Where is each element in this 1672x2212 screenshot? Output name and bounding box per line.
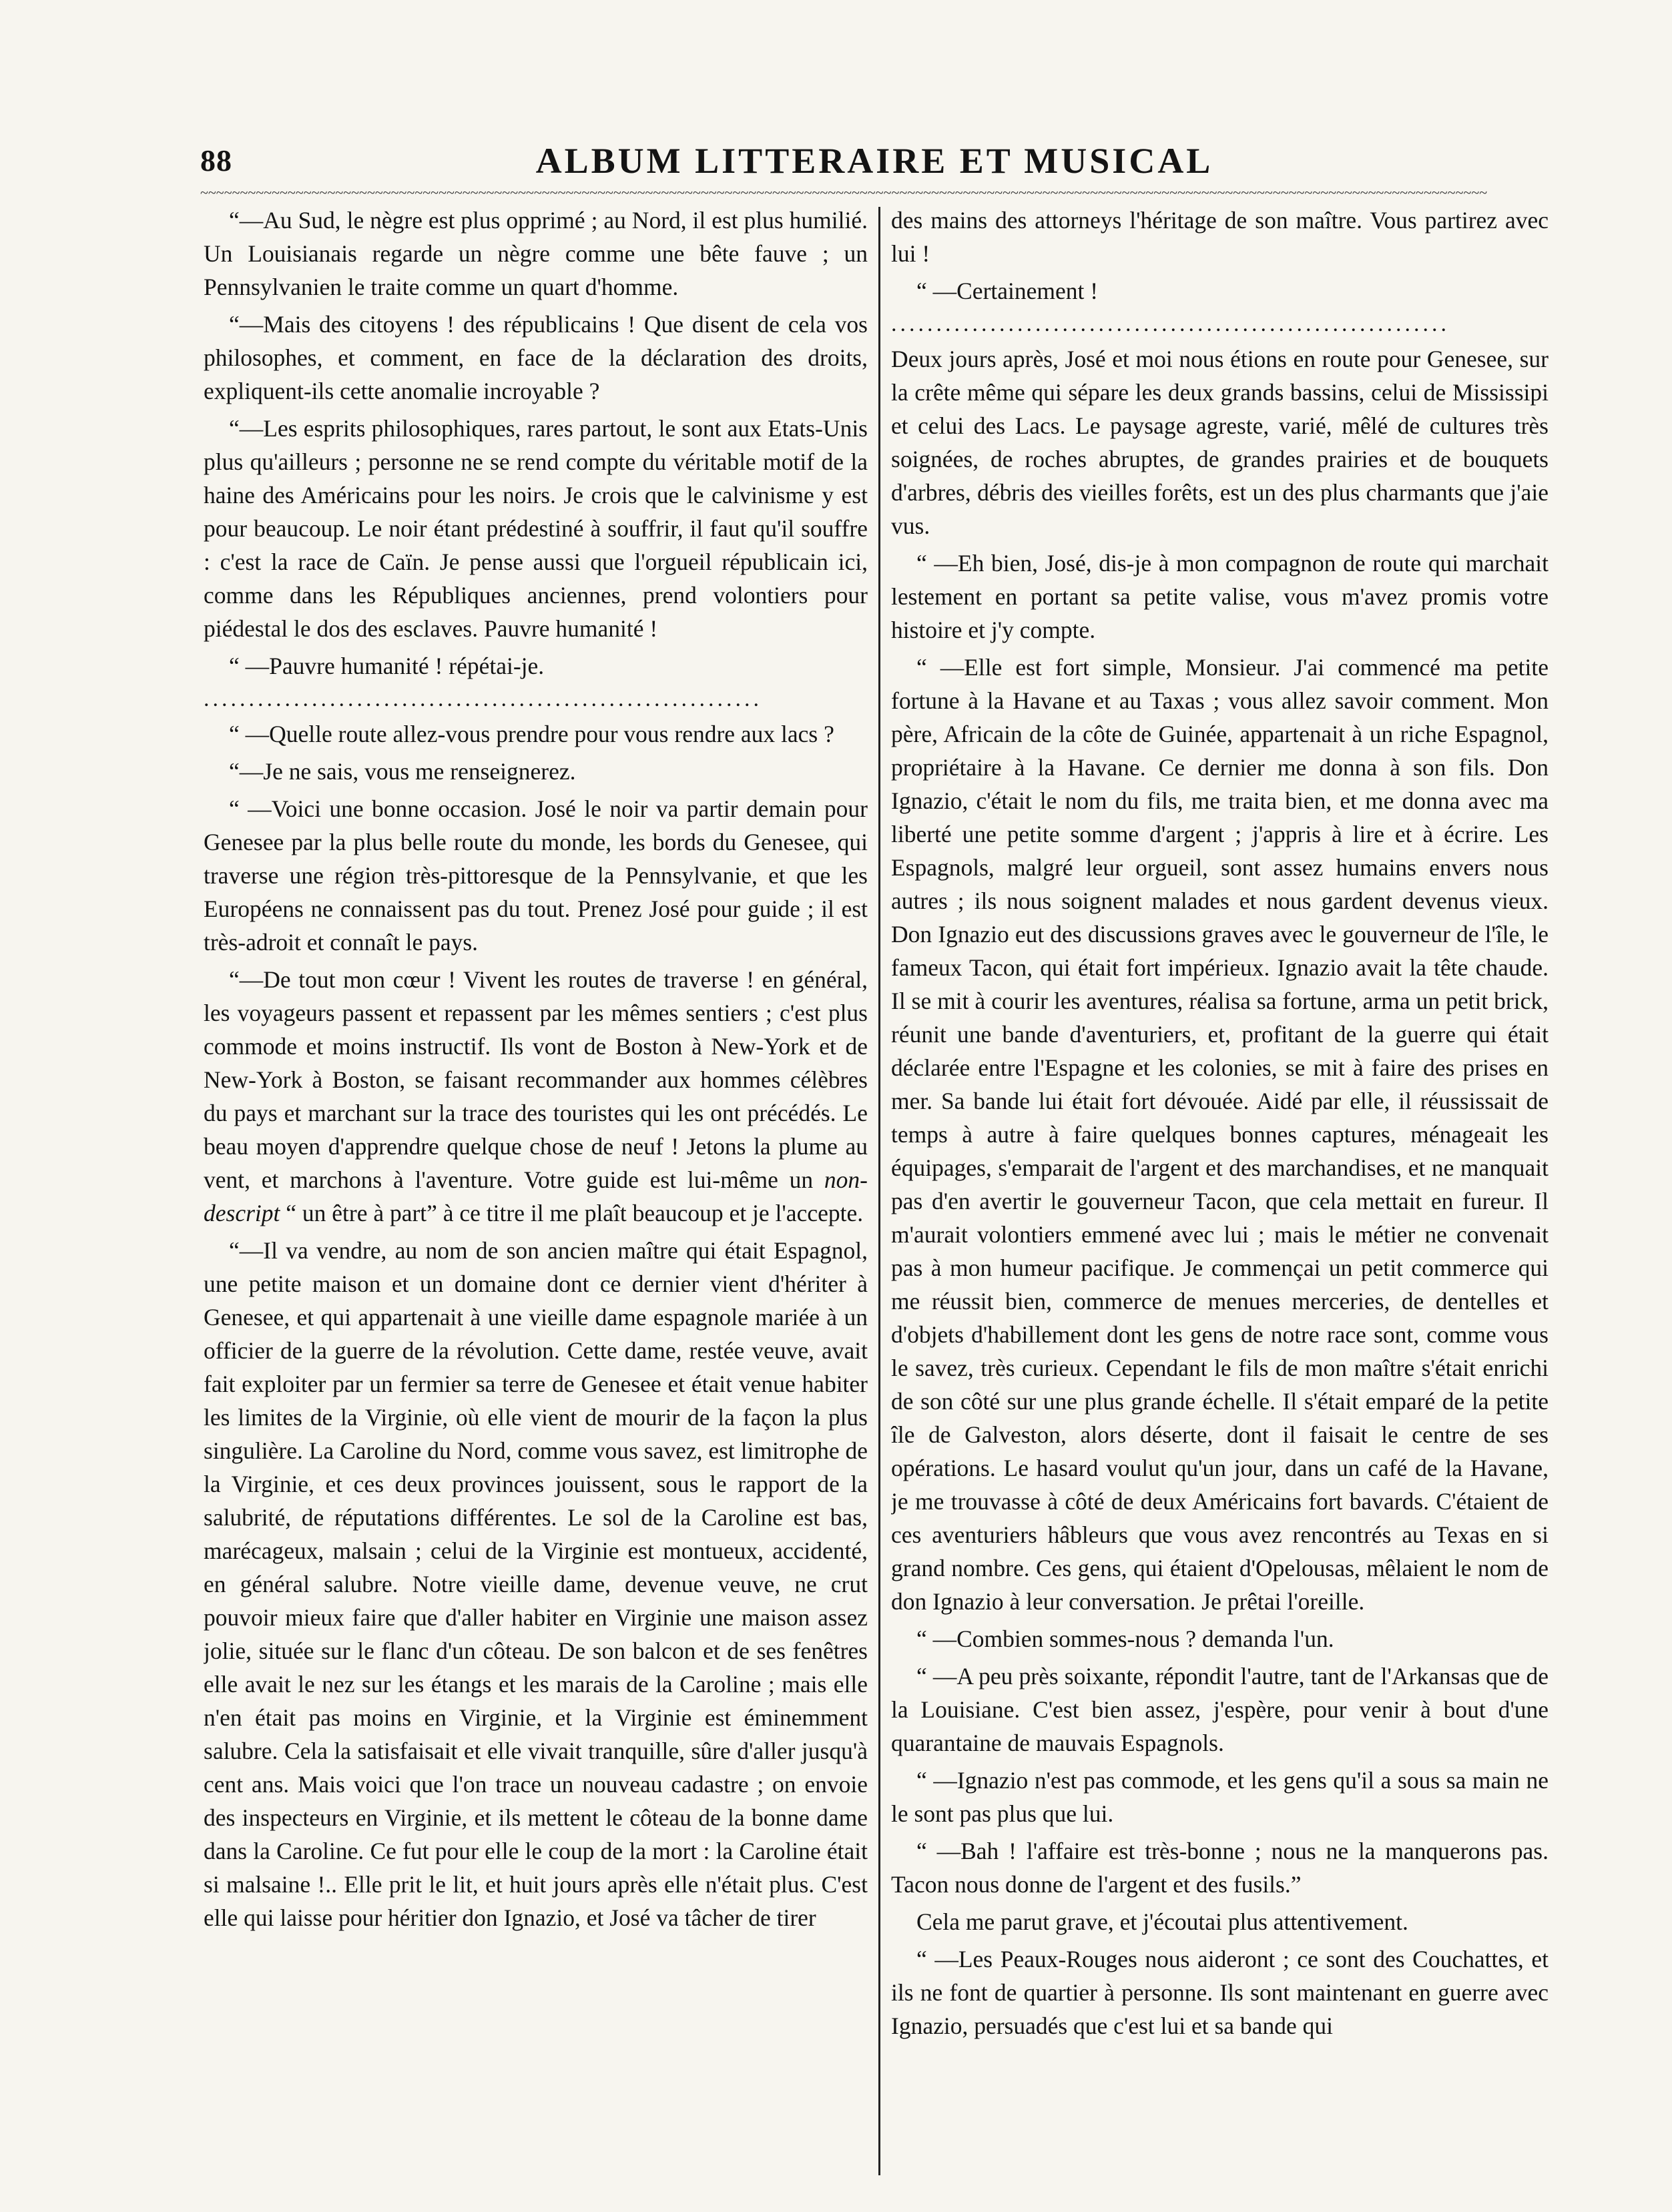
paragraph: “ —Eh bien, José, dis-je à mon compagnon de route qui marchait lestement en portant sa petite valise, vous m'avez promis votre histoire et j'y compte. (891, 550, 1549, 643)
paragraph: “—Il va vendre, au nom de son ancien maître qui était Espagnol, une petite maison et un domaine dont ce dernier vient d'hériter à Genesee, et qui appartenait à une vieille dame espagnole mariée à un officier de la guerre de la révolution. Cette dame, restée veuve, avait fait exploiter par un fermier sa terre de Genesee et était venue habiter les limites de la Virginie, où elle vient de mourir de la façon la plus singulière. La Caroline du Nord, comme vous savez, est limitrophe de la Virginie, et ces deux provinces jouissent, sous le rapport de la salubrité, de réputations différentes. Le sol de la Caroline est bas, marécageux, malsain ; celui de la Virginie est montueux, accidenté, en général salubre. Notre vieille dame, devenue veuve, ne crut pouvoir mieux faire que d'aller habiter en Virginie une maison assez jolie, située sur le flanc d'un côteau. De son balcon et de ses fenêtres elle avait le nez sur les étangs et les marais de la Caroline ; mais elle n'en était pas moins en Virginie, et la Virginie est éminemment salubre. Cela la satisfaisait et elle vivait tranquille, sûre d'aller jusqu'à cent ans. Mais voici que l'on trace un nouveau cadastre ; on envoie des inspecteurs en Virginie, et ils mettent le côteau de la bonne dame dans la Caroline. Ce fut pour elle le coup de la mort : la Caroline était si malsaine !.. Elle prit le lit, et huit jours après elle n'était plus. C'est elle qui laisse pour héritier don Ignazio, et José va tâcher de tirer (204, 1237, 868, 1931)
paragraph: “ —Ignazio n'est pas commode, et les gens qu'il a sous sa main ne le sont pas plus que lui. (891, 1767, 1549, 1827)
left-column (204, 204, 868, 2192)
column-divider (878, 207, 880, 2175)
page-number: 88 (200, 143, 232, 177)
paragraph: Cela me parut grave, et j'écoutai plus attentivement. (916, 1908, 1408, 1935)
paragraph: “ —Quelle route allez-vous prendre pour vous rendre aux lacs ? (229, 721, 834, 747)
header-rule: ~~~~~~~~~~~~~~~~~~~~~~~~~~~~~~~~~~~~~~~~~~~~~~~~~~~~~~~~~~~~~~~~~~~~~~~~~~~~~~~~~~~~~~~~~~~~~~~~~~~~~~~~~~~~~~~~~~~~~~~~~~~~~~~~~~~~~~~~~~~~~~~~~~~~~~~~~~~~~~~~~~ (200, 188, 1488, 198)
paragraph: “ —Voici une bonne occasion. José le noir va partir demain pour Genesee par la plus belle route du monde, les bords du Genesee, qui traverse une région très-pittoresque de la Pennsylvanie, et que les Européens ne connaissent pas du tout. Prenez José pour guide ; il est très-adroit et connaît le pays. (204, 795, 868, 956)
running-title: ALBUM LITTERAIRE ET MUSICAL (535, 141, 1213, 181)
paragraph: “ —Les Peaux-Rouges nous aideront ; ce sont des Couchattes, et ils ne font de quartier à personne. Ils sont maintenant en guerre avec Ignazio, persuadés que c'est lui et sa bande qui (891, 1946, 1549, 2039)
paragraph: Deux jours après, José et moi nous étions en route pour Genesee, sur la crête même qui sépare les deux grands bassins, celui de Mississipi et celui des Lacs. Le paysage agreste, varié, mêlé de cultures très soignées, de roches abruptes, de grandes prairies et de bouquets d'arbres, débris des vieilles forêts, est un des plus charmants que j'aie vus. (891, 346, 1549, 539)
page-header (200, 133, 1549, 187)
paragraph: “—Au Sud, le nègre est plus opprimé ; au Nord, il est plus humilié. Un Louisianais regarde un nègre comme une bête fauve ; un Pennsylvanien le traite comme un quart d'homme. (204, 207, 868, 300)
paragraph-text: “—De tout mon cœur ! Vivent les routes de traverse ! en général, les voyageurs passent et repassent par les mêmes sentiers ; c'est plus commode et moins instructif. Ils vont de Boston à New-York et de New-York à Boston, se faisant recommander aux hommes célèbres du pays et marchant sur la trace des touristes qui les ont précédés. Le beau moyen d'apprendre quelque chose de neuf ! Jetons la plume au vent, et marchons à l'aventure. Votre guide est lui-même un (204, 966, 868, 1193)
paragraph: “ —A peu près soixante, répondit l'autre, tant de l'Arkansas que de la Louisiane. C'est bien assez, j'espère, pour venir à bout d'une quarantaine de mauvais Espagnols. (891, 1663, 1549, 1756)
paragraph: “ —Pauvre humanité ! répétai-je. (229, 653, 545, 679)
paragraph: “ —Bah ! l'affaire est très-bonne ; nous ne la manquerons pas. Tacon nous donne de l'argent et des fusils.” (891, 1838, 1549, 1898)
paragraph: des mains des attorneys l'héritage de son maître. Vous partirez avec lui ! (891, 207, 1549, 267)
right-column (891, 204, 1549, 2192)
section-break-dots: .............................................................. (204, 689, 762, 709)
paragraph-text: “ un être à part” à ce titre il me plaît beaucoup et je l'accepte. (286, 1200, 864, 1226)
paragraph (204, 963, 868, 1230)
section-break-dots: .............................................................. (891, 314, 1450, 334)
paragraph: “ —Elle est fort simple, Monsieur. J'ai commencé ma petite fortune à la Havane et au Taxas ; vous allez savoir comment. Mon père, Africain de la côte de Guinée, appartenait à un riche Espagnol, propriétaire à la Havane. Ce dernier me donna à son fils. Don Ignazio, c'était le nom du fils, me traita bien, et me donna avec ma liberté une petite somme d'argent ; j'appris à lire et à écrire. Les Espagnols, malgré leur orgueil, sont assez humains envers nous autres ; ils nous soignent malades et nous gardent devenus vieux. Don Ignazio eut des discussions graves avec le gouverneur de l'île, le fameux Tacon, qui était fort impérieux. Ignazio avait la tête chaude. Il se mit à courir les aventures, réalisa sa fortune, arma un petit brick, réunit une bande d'aventuriers, et, profitant de la guerre qui était déclarée entre l'Espagne et les colonies, se mit à faire des prises en mer. Sa bande lui était fort dévouée. Aidé par elle, il réussissait de temps à autre à faire quelques bonnes captures, ménageait les équipages, s'emparait de l'argent et des marchandises, et ne manquait pas d'en avertir le gouverneur Tacon, que cela mettait en fureur. Il m'aurait volontiers emmené avec lui ; mais le métier ne convenait pas à mon humeur pacifique. Je commençai un petit commerce qui me réussit bien, commerce de menues merceries, de dentelles et d'objets d'habillement dont les gens de notre race sont, comme vous le savez, très curieux. Cependant le fils de mon maître s'était enrichi de son côté sur une plus grande échelle. Il s'était emparé de la petite île de Galveston, alors déserte, dont il faisait le centre de ses opérations. Le hasard voulut qu'un jour, dans un café de la Havane, je me trouvasse à côté de deux Américains fort bavards. C'étaient de ces aventuriers hâbleurs que vous avez rencontrés au Texas en si grand nombre. Ces gens, qui étaient d'Opelousas, mêlaient le nom de don Ignazio à leur conversation. Je prêtai l'oreille. (891, 654, 1549, 1615)
paragraph: “—Je ne sais, vous me renseignerez. (229, 758, 576, 785)
paragraph: “ —Certainement ! (916, 278, 1099, 304)
italic-term: non-descript (204, 1166, 868, 1226)
paragraph: “ —Combien sommes-nous ? demanda l'un. (916, 1625, 1334, 1652)
paragraph: “—Mais des citoyens ! des républicains ! Que disent de cela vos philosophes, et comment, en face de la déclaration des droits, expliquent-ils cette anomalie incroyable ? (204, 311, 868, 404)
paragraph: “—Les esprits philosophiques, rares partout, le sont aux Etats-Unis plus qu'ailleurs ; personne ne se rend compte du véritable motif de la haine des Américains pour les noirs. Je crois que le calvinisme y est pour beaucoup. Le noir étant prédestiné à souffrir, il faut qu'il souffre : c'est la race de Caïn. Je pense aussi que l'orgueil républicain ici, comme dans les Républiques anciennes, prend volontiers pour piédestal le dos des esclaves. Pauvre humanité ! (204, 415, 868, 642)
